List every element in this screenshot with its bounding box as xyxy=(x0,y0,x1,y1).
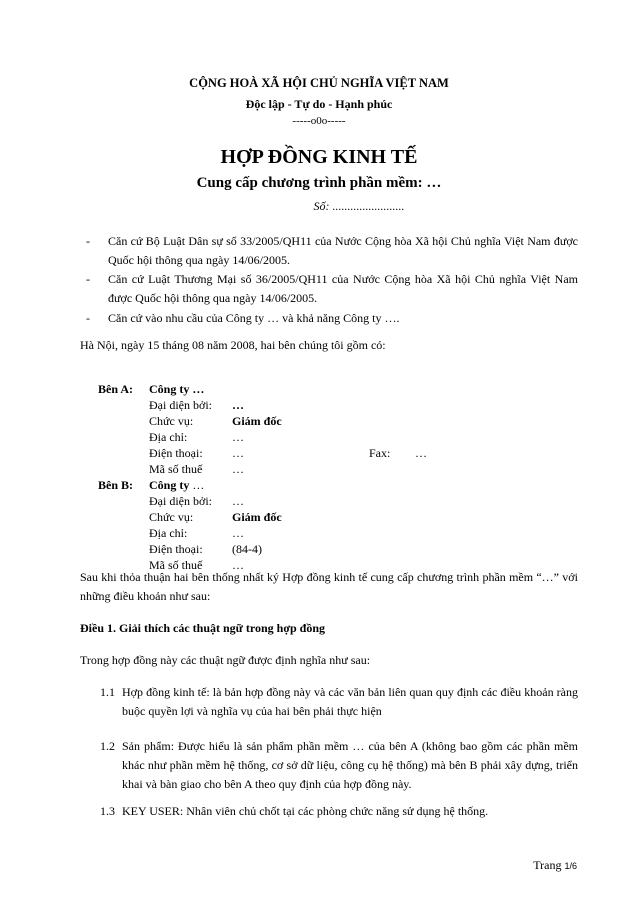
field-value: Giám đốc xyxy=(232,414,282,428)
bullet-dash: - xyxy=(86,272,90,286)
country-heading: CỘNG HOÀ XÃ HỘI CHỦ NGHĨA VIỆT NAM xyxy=(189,76,449,90)
bullet-dash: - xyxy=(86,234,90,248)
page-number: 1/6 xyxy=(564,861,577,871)
party-b-label: Bên B: xyxy=(98,478,134,492)
contract-number: Số: ........................ xyxy=(313,199,405,213)
header-separator: -----o0o----- xyxy=(292,115,346,127)
document-subtitle: Cung cấp chương trình phần mềm: … xyxy=(196,175,442,191)
page-footer xyxy=(533,858,577,873)
item-text: Hợp đồng kinh tế: là bản hợp đồng này và các văn bản liên quan quy định các điều khoản ràng buộc quyền lợi và nghĩa vụ của hai bên phải thực hiện xyxy=(122,685,578,718)
article-1-intro: Trong hợp đồng này các thuật ngữ được định nghĩa như sau: xyxy=(80,653,371,667)
field-label: Chức vụ: xyxy=(149,414,194,428)
national-motto: Độc lập - Tự do - Hạnh phúc xyxy=(245,97,393,111)
definition-item xyxy=(100,802,578,821)
legal-basis-item xyxy=(86,232,578,270)
party-b-company-bold: Công ty xyxy=(149,478,190,492)
field-value: Giám đốc xyxy=(232,510,282,524)
legal-basis-text: Căn cứ Luật Thương Mại số 36/2005/QH11 của Nước Cộng hòa Xã hội Chủ nghĩa Việt Nam được Quốc hội thông qua ngày 14/06/2005. xyxy=(108,272,578,305)
field-label: Chức vụ: xyxy=(149,510,194,524)
field-value: … xyxy=(232,558,244,572)
field-value: … xyxy=(232,398,244,412)
party-a-label: Bên A: xyxy=(98,382,134,396)
field-value: … xyxy=(232,462,244,476)
page-label: Trang xyxy=(533,858,565,872)
agreement-paragraph: Sau khi thỏa thuận hai bên thống nhất ký Hợp đồng kinh tế cung cấp chương trình phần mềm “…” với những điều khoản như sau: xyxy=(80,570,578,603)
field-value: … xyxy=(232,494,244,508)
item-number: 1.1 xyxy=(100,685,115,699)
legal-basis-text: Căn cứ vào nhu cầu của Công ty … và khả năng Công ty …. xyxy=(108,311,400,325)
field-value: (84-4) xyxy=(232,542,262,556)
legal-basis-item xyxy=(86,270,578,308)
item-number: 1.3 xyxy=(100,804,115,818)
item-text: Sản phẩm: Được hiểu là sản phẩm phần mềm … của bên A (không bao gồm các phần mềm khác như phần mềm hệ thống, cơ sở dữ liệu, công cụ hệ thống) mà bên B phải xây dựng, triển khai và bàn giao cho bên A theo quy định của hợp đồng này. xyxy=(122,739,578,791)
field-label: Địa chỉ: xyxy=(149,526,188,540)
party-a-company: Công ty … xyxy=(149,382,205,396)
legal-basis-item xyxy=(86,309,578,328)
definition-item xyxy=(100,683,578,721)
field-value: … xyxy=(232,446,244,460)
field-label: Mã số thuế xyxy=(149,558,203,572)
fax-value: … xyxy=(415,446,427,460)
field-label: Điện thoại: xyxy=(149,446,203,460)
field-label: Điện thoại: xyxy=(149,542,203,556)
legal-basis-text: Căn cứ Bộ Luật Dân sự số 33/2005/QH11 của Nước Cộng hòa Xã hội Chủ nghĩa Việt Nam được Quốc hội thông qua ngày 14/06/2005. xyxy=(108,234,578,267)
document-title: HỢP ĐỒNG KINH TẾ xyxy=(220,146,418,168)
fax-label: Fax: xyxy=(369,446,391,460)
item-text: KEY USER: Nhân viên chủ chốt tại các phòng chức năng sử dụng hệ thống. xyxy=(122,804,489,818)
field-label: Đại diện bởi: xyxy=(149,494,212,508)
field-label: Đại diện bởi: xyxy=(149,398,212,412)
bullet-dash: - xyxy=(86,311,90,325)
field-value: … xyxy=(232,430,244,444)
definition-item xyxy=(100,737,578,794)
party-b-company xyxy=(149,477,231,493)
date-line: Hà Nội, ngày 15 tháng 08 năm 2008, hai bên chúng tôi gồm có: xyxy=(80,338,386,352)
field-value: … xyxy=(232,526,244,540)
item-number: 1.2 xyxy=(100,739,115,753)
party-b-company-rest: … xyxy=(189,478,205,492)
field-label: Địa chỉ: xyxy=(149,430,188,444)
field-label: Mã số thuế xyxy=(149,462,203,476)
article-1-heading: Điều 1. Giải thích các thuật ngữ trong hợp đồng xyxy=(80,621,325,635)
